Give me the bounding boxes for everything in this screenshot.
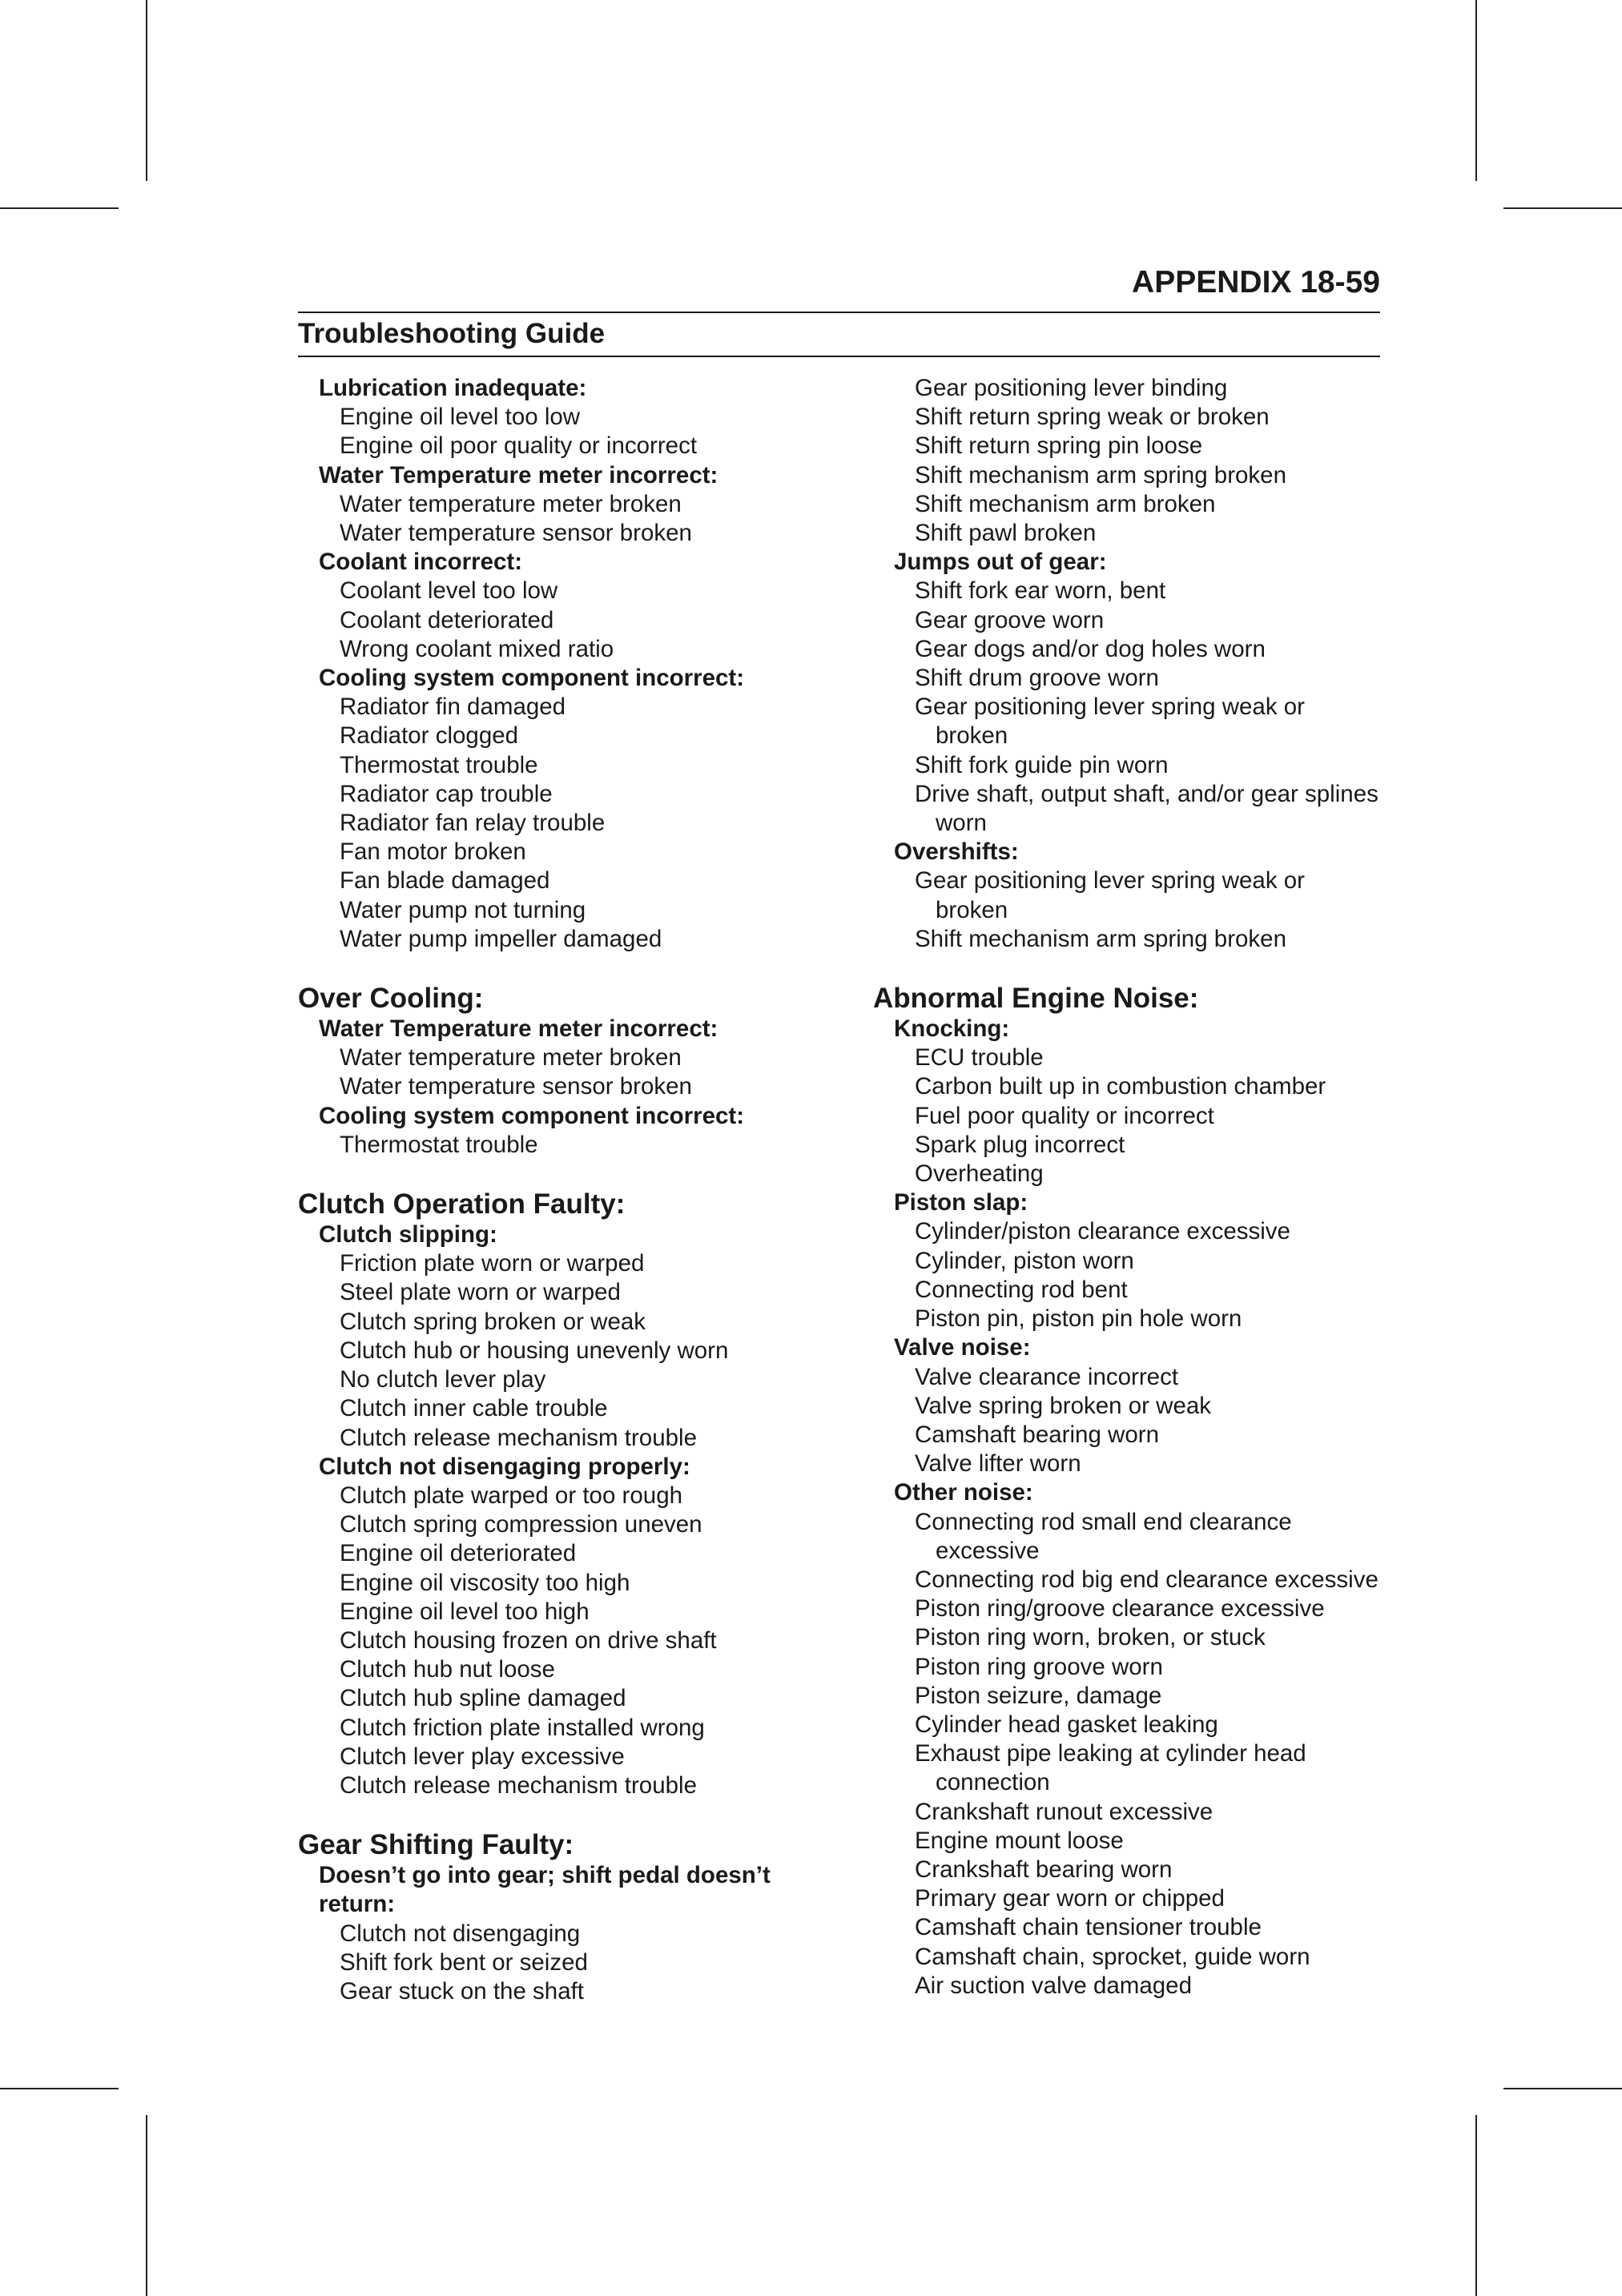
cause-list [873, 374, 1380, 548]
category-label: Clutch not disengaging properly: [319, 1453, 690, 1480]
cause-category [873, 1333, 1380, 1478]
cause-list [298, 1043, 795, 1101]
list-item: Water temperature meter broken [340, 1044, 682, 1072]
list-item: Shift mechanism arm spring broken [915, 925, 1286, 952]
cause-category [873, 1188, 1380, 1333]
list-item: Clutch release mechanism trouble [340, 1424, 697, 1451]
troubleshooting-block [873, 983, 1380, 2000]
list-item: Shift fork bent or seized [340, 1948, 588, 1976]
category-label: Lubrication inadequate: [319, 375, 587, 401]
cause-list [873, 867, 1380, 954]
list-item: Clutch spring broken or weak [340, 1308, 646, 1335]
list-item: Shift fork guide pin worn [915, 751, 1169, 778]
list-item: Clutch spring compression uneven [340, 1511, 702, 1538]
list-item: Carbon built up in combustion chamber [915, 1073, 1326, 1100]
crop-mark [1475, 0, 1477, 181]
list-item: Camshaft chain tensioner trouble [915, 1914, 1262, 1941]
category-label: Overshifts: [894, 838, 1019, 866]
list-item: Shift pawl broken [915, 520, 1097, 547]
list-item: Engine oil deteriorated [340, 1540, 577, 1567]
list-item: Clutch lever play excessive [340, 1743, 625, 1770]
crop-mark [146, 0, 147, 181]
cause-list [873, 1217, 1380, 1333]
list-item: Water temperature sensor broken [340, 520, 692, 547]
list-item: Connecting rod big end clearance excessive [915, 1566, 1378, 1593]
list-item: Water temperature sensor broken [340, 1073, 692, 1100]
list-item: Shift drum groove worn [915, 665, 1159, 692]
list-item: Thermostat trouble [340, 1131, 538, 1158]
list-item: Connecting rod small end clearance excessive [915, 1508, 1292, 1564]
list-item: Radiator clogged [340, 722, 519, 750]
list-item: Water pump impeller damaged [340, 925, 662, 952]
right-column [873, 374, 1380, 2000]
cause-list [298, 1482, 795, 1800]
list-item: Cylinder, piston worn [915, 1247, 1134, 1274]
list-item: Crankshaft runout excessive [915, 1798, 1213, 1825]
list-item: Radiator fin damaged [340, 694, 566, 721]
list-item: Piston ring worn, broken, or stuck [915, 1624, 1266, 1651]
troubleshooting-block [298, 1829, 795, 2006]
list-item: Fan blade damaged [340, 867, 550, 895]
category-label: Jumps out of gear: [894, 549, 1107, 576]
list-item: Thermostat trouble [340, 751, 538, 778]
cause-category [298, 548, 795, 664]
cause-list [298, 1249, 795, 1452]
list-item: Fuel poor quality or incorrect [915, 1102, 1214, 1129]
cause-category [873, 1478, 1380, 2000]
list-item: Shift return spring pin loose [915, 432, 1203, 460]
list-item: Gear dogs and/or dog holes worn [915, 635, 1266, 662]
crop-mark [1503, 207, 1622, 209]
list-item: Shift mechanism arm broken [915, 490, 1216, 517]
list-item: Gear positioning lever spring weak or broken [915, 867, 1305, 923]
list-item: Primary gear worn or chipped [915, 1885, 1225, 1912]
category-label: Cooling system component incorrect: [319, 1102, 745, 1129]
cause-category [298, 461, 795, 549]
list-item: Clutch not disengaging [340, 1920, 581, 1947]
list-item: Valve lifter worn [915, 1450, 1081, 1478]
cause-category [298, 1861, 795, 2006]
block-title: Abnormal Engine Noise: [873, 983, 1199, 1015]
troubleshooting-block [298, 1188, 795, 1800]
crop-mark [146, 2115, 147, 2296]
cause-list [873, 1363, 1380, 1479]
left-column [298, 374, 795, 2006]
list-item: Coolant level too low [340, 577, 558, 605]
header-rule [298, 356, 1380, 357]
list-item: Piston ring/groove clearance excessive [915, 1595, 1325, 1622]
cause-category [298, 374, 795, 461]
list-item: Wrong coolant mixed ratio [340, 635, 614, 662]
cause-list [873, 1508, 1380, 2000]
list-item: Friction plate worn or warped [340, 1250, 645, 1277]
category-label: Clutch slipping: [319, 1221, 497, 1249]
header-rule [298, 312, 1380, 313]
list-item: Gear stuck on the shaft [340, 1977, 584, 2004]
troubleshooting-block [298, 374, 795, 954]
list-item: Fan motor broken [340, 838, 526, 866]
category-label: Water Temperature meter incorrect: [319, 461, 718, 489]
cause-list [298, 1131, 795, 1160]
list-item: Shift return spring weak or broken [915, 404, 1270, 431]
category-label: Doesn’t go into gear; shift pedal doesn’t return: [319, 1862, 771, 1918]
list-item: Gear groove worn [915, 606, 1105, 633]
list-item: Gear positioning lever binding [915, 375, 1228, 401]
list-item: Water pump not turning [340, 896, 586, 923]
cause-category [873, 838, 1380, 954]
list-item: Piston seizure, damage [915, 1682, 1162, 1709]
list-item: Engine oil viscosity too high [340, 1569, 630, 1596]
cause-list [298, 1920, 795, 2007]
block-title: Over Cooling: [298, 983, 484, 1015]
list-item: Coolant deteriorated [340, 606, 554, 633]
cause-category [873, 548, 1380, 838]
list-item: Clutch release mechanism trouble [340, 1771, 697, 1799]
list-item: Radiator fan relay trouble [340, 810, 606, 837]
category-label: Coolant incorrect: [319, 549, 523, 576]
list-item: Cylinder/piston clearance excessive [915, 1218, 1290, 1245]
crop-mark [1475, 2115, 1477, 2296]
cause-category [298, 1220, 795, 1453]
list-item: Shift fork ear worn, bent [915, 577, 1166, 605]
cause-category [873, 1015, 1380, 1188]
list-item: Clutch hub or housing unevenly worn [340, 1337, 729, 1364]
list-item: Shift mechanism arm spring broken [915, 461, 1286, 489]
list-item: ECU trouble [915, 1044, 1044, 1072]
category-label: Valve noise: [894, 1334, 1031, 1361]
list-item: Clutch hub spline damaged [340, 1685, 626, 1712]
list-item: Engine oil level too low [340, 404, 581, 431]
list-item: Overheating [915, 1160, 1044, 1188]
list-item: Gear positioning lever spring weak or broken [915, 694, 1305, 750]
list-item: Valve clearance incorrect [915, 1363, 1179, 1390]
section-title: Troubleshooting Guide [298, 318, 606, 349]
troubleshooting-block [873, 374, 1380, 954]
cause-list [873, 1043, 1380, 1188]
category-label: Knocking: [894, 1015, 1010, 1043]
list-item: Clutch friction plate installed wrong [340, 1714, 705, 1741]
cause-list [298, 693, 795, 954]
list-item: Drive shaft, output shaft, and/or gear splines worn [915, 780, 1378, 837]
category-label: Cooling system component incorrect: [319, 665, 745, 692]
list-item: Water temperature meter broken [340, 490, 682, 517]
category-label: Water Temperature meter incorrect: [319, 1015, 718, 1043]
list-item: No clutch lever play [340, 1366, 546, 1393]
list-item: Connecting rod bent [915, 1276, 1128, 1303]
list-item: Steel plate worn or warped [340, 1279, 621, 1306]
list-item: Exhaust pipe leaking at cylinder head connection [915, 1740, 1306, 1796]
list-item: Camshaft chain, sprocket, guide worn [915, 1943, 1310, 1970]
troubleshooting-block [298, 983, 795, 1160]
category-label: Piston slap: [894, 1189, 1028, 1216]
list-item: Cylinder head gasket leaking [915, 1711, 1218, 1738]
cause-list [298, 577, 795, 664]
list-item: Spark plug incorrect [915, 1131, 1125, 1158]
cause-category [298, 664, 795, 954]
category-label: Other noise: [894, 1479, 1033, 1506]
crop-mark [0, 2088, 119, 2089]
list-item: Crankshaft bearing worn [915, 1856, 1173, 1883]
block-title: Clutch Operation Faulty: [298, 1188, 626, 1220]
list-item: Clutch plate warped or too rough [340, 1482, 683, 1509]
crop-mark [1503, 2088, 1622, 2089]
cause-category [873, 374, 1380, 548]
list-item: Camshaft bearing worn [915, 1421, 1159, 1448]
list-item: Air suction valve damaged [915, 1972, 1192, 1999]
list-item: Clutch hub nut loose [340, 1656, 555, 1683]
list-item: Engine oil poor quality or incorrect [340, 432, 698, 460]
cause-category [298, 1102, 795, 1160]
cause-category [298, 1015, 795, 1102]
list-item: Valve spring broken or weak [915, 1392, 1212, 1419]
list-item: Radiator cap trouble [340, 780, 553, 807]
list-item: Engine mount loose [915, 1827, 1124, 1854]
cause-category [298, 1453, 795, 1800]
cause-list [298, 490, 795, 548]
cause-list [873, 577, 1380, 838]
list-item: Clutch housing frozen on drive shaft [340, 1627, 717, 1654]
cause-list [298, 403, 795, 460]
list-item: Piston pin, piston pin hole worn [915, 1305, 1242, 1333]
list-item: Engine oil level too high [340, 1598, 590, 1625]
block-title: Gear Shifting Faulty: [298, 1829, 574, 1861]
list-item: Piston ring groove worn [915, 1653, 1163, 1680]
crop-mark [0, 207, 119, 209]
page-number: APPENDIX 18-59 [1132, 265, 1380, 300]
list-item: Clutch inner cable trouble [340, 1395, 608, 1422]
